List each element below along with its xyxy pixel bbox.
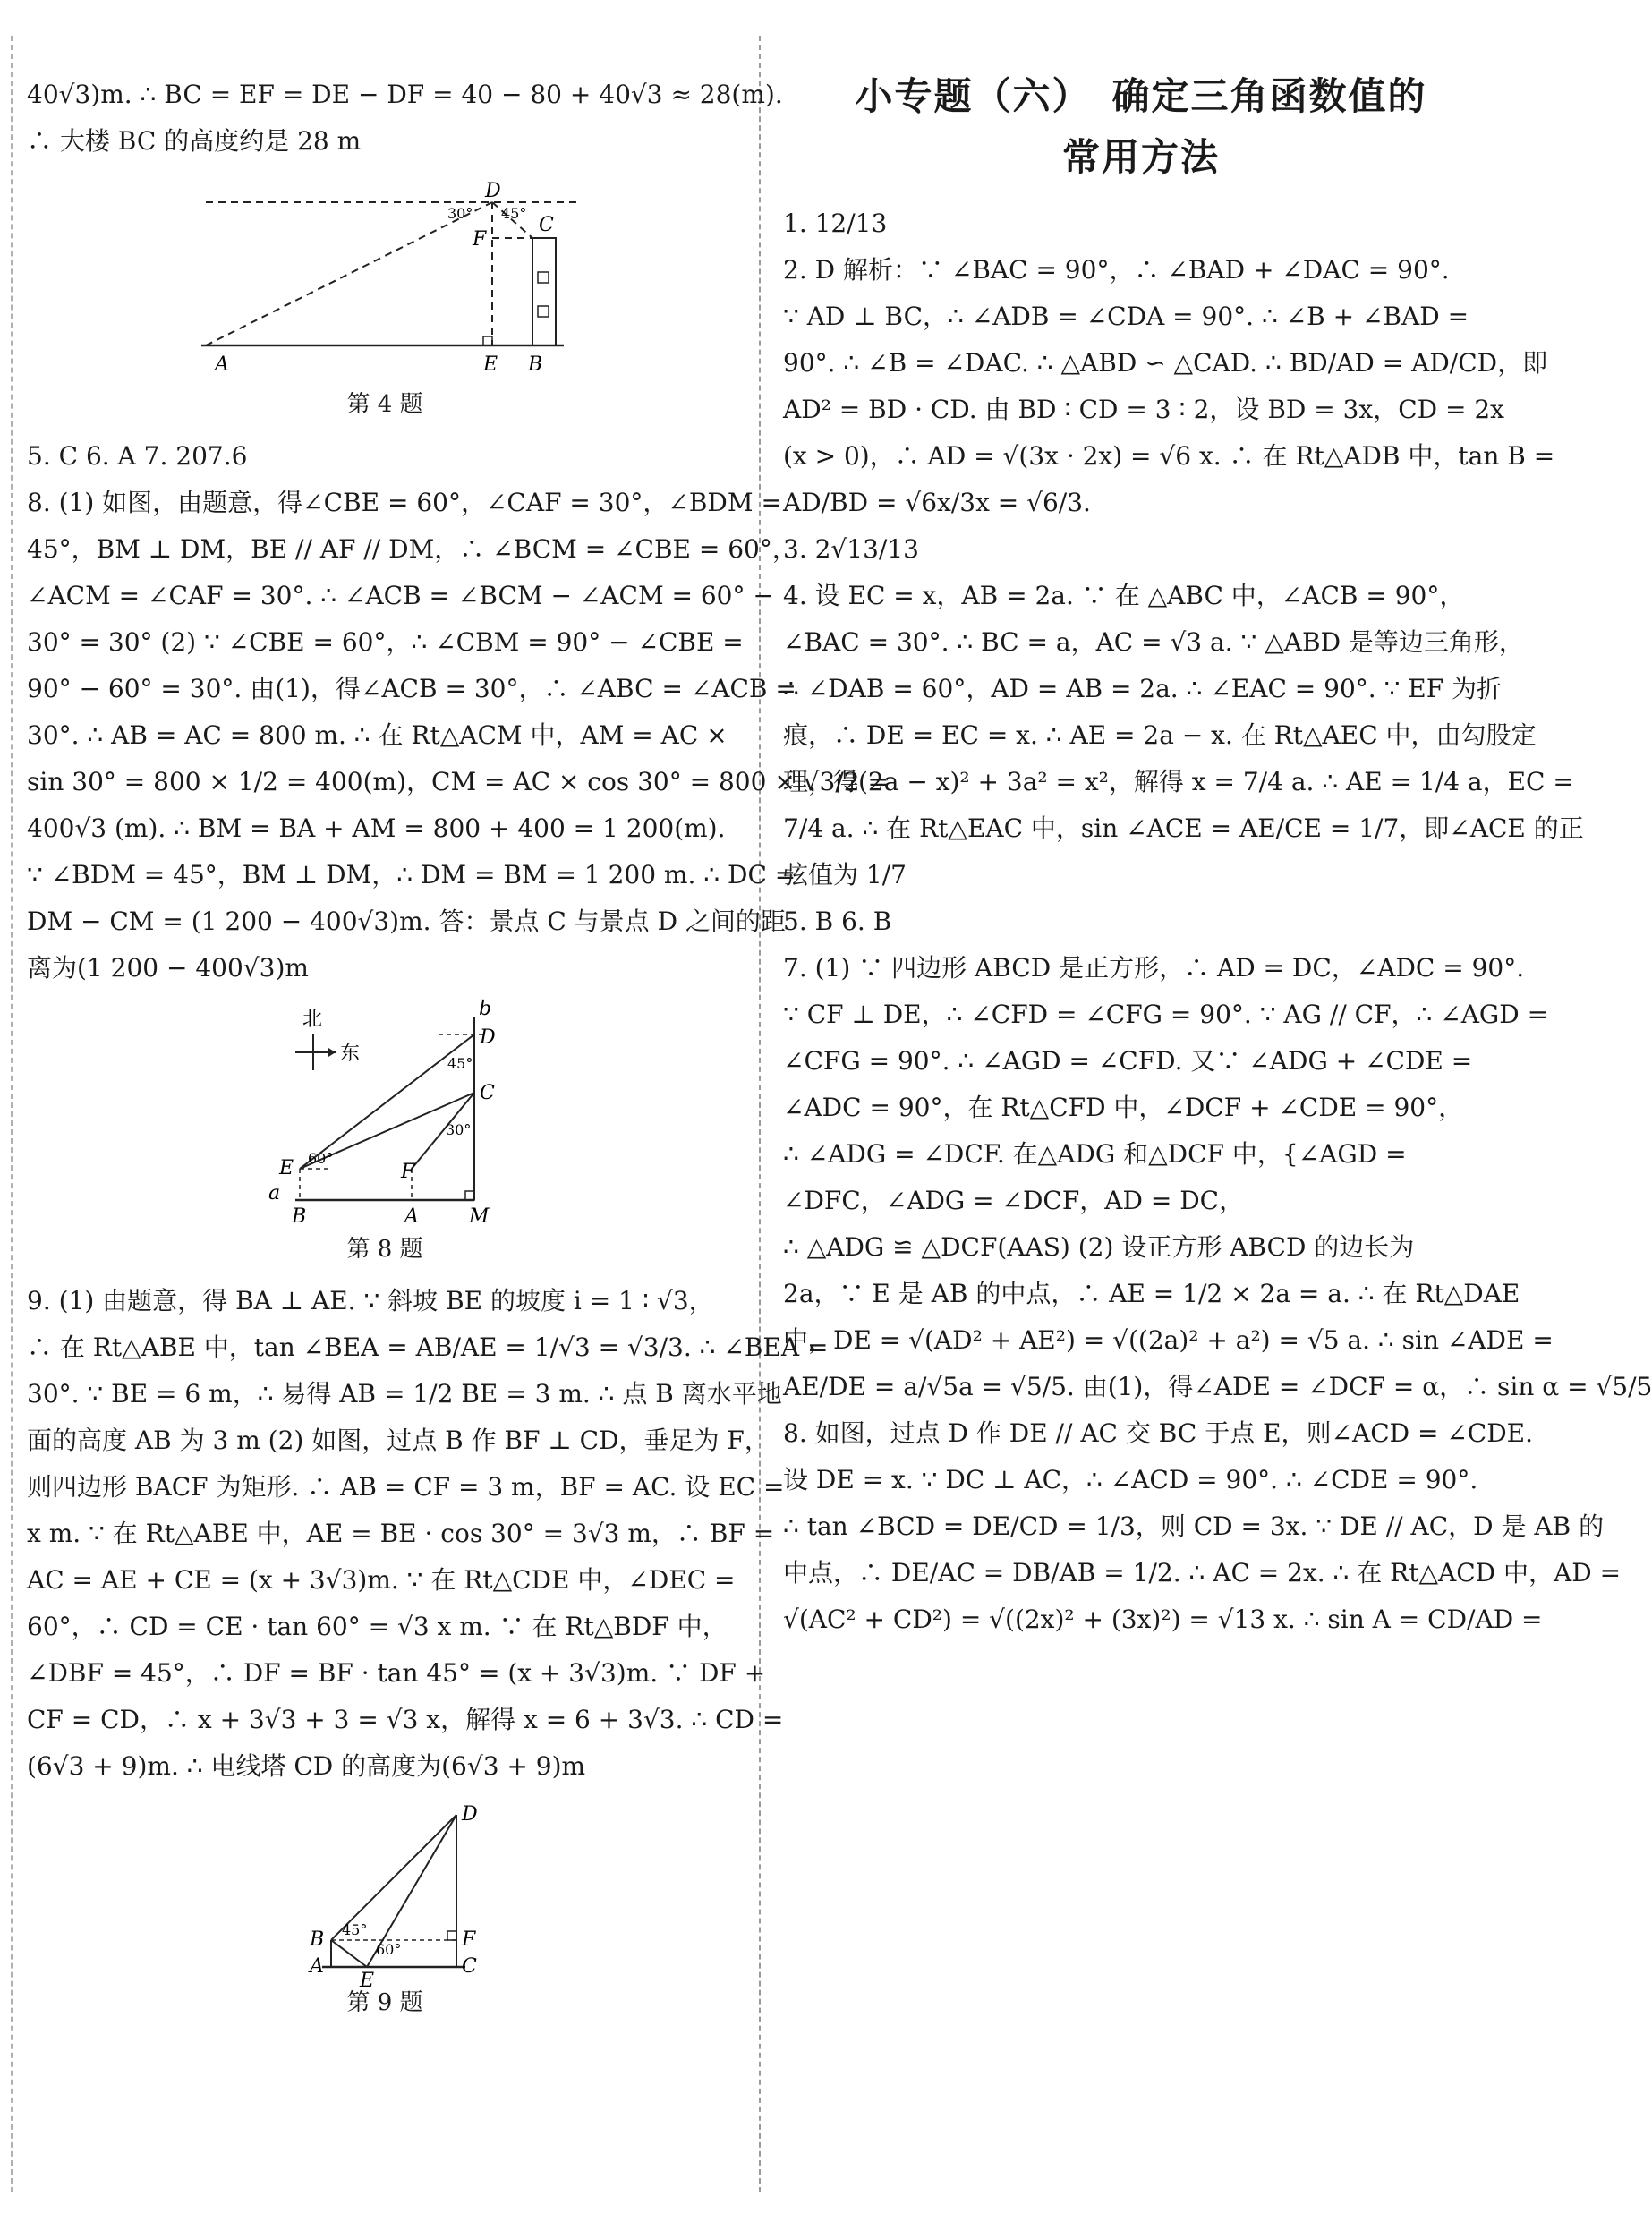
text-line: 30° = 30° (2) ∵ ∠CBE = 60°，∴ ∠CBM = 90° − ∠CBE = xyxy=(27,627,744,657)
text-line: 弦值为 1/7 xyxy=(783,860,907,890)
fig9-label: E xyxy=(360,1970,375,1992)
fig8-label: 北 xyxy=(302,1009,323,1031)
fig9-label: B xyxy=(310,1928,325,1951)
figure-caption: 第 9 题 xyxy=(346,1989,423,2016)
text-line: 5. C 6. A 7. 207.6 xyxy=(27,441,248,471)
text-line: ∠ACM = ∠CAF = 30°. ∴ ∠ACB = ∠BCM − ∠ACM = 60° − xyxy=(27,581,774,610)
right-column xyxy=(783,72,1652,1643)
text-line: ∴ ∠ADG = ∠DCF. 在△ADG 和△DCF 中，{∠AGD = ∠DFC，∠ADG = ∠DCF，AD = DC， xyxy=(783,1139,1407,1215)
fig9-label: D xyxy=(462,1803,478,1826)
text-line: 4. 设 EC = x，AB = 2a. ∵ 在 △ABC 中，∠ACB = 90°， xyxy=(783,581,1465,610)
text-line: 理，得(2a − x)² + 3a² = x²，解得 x = 7/4 a. ∴ AE = 1/4 a，EC = xyxy=(783,767,1574,796)
text-line: AD/BD = √6x/3x = √6/3. xyxy=(783,488,1091,517)
fig8-label: D xyxy=(480,1026,496,1049)
text-line: 2. D 解析：∵ ∠BAC = 90°，∴ ∠BAD + ∠DAC = 90°. xyxy=(783,255,1450,285)
text-line: 30°. ∵ BE = 6 m，∴ 易得 AB = 1/2 BE = 3 m. ∴ 点 B 离水平地 xyxy=(27,1379,782,1409)
fig8-label: 东 xyxy=(340,1043,361,1065)
text-line: 8. (1) 如图，由题意，得∠CBE = 60°，∠CAF = 30°，∠BDM = xyxy=(27,488,782,517)
fig4-label: 30° xyxy=(447,205,473,222)
text-line: 则四边形 BACF 为矩形. ∴ AB = CF = 3 m，BF = AC. 设 EC = xyxy=(27,1472,785,1502)
text-line: ∴ △ADG ≌ △DCF(AAS) (2) 设正方形 ABCD 的边长为 xyxy=(783,1232,1415,1262)
figure-4-diagram xyxy=(27,172,743,387)
text-line: 2a，∵ E 是 AB 的中点，∴ AE = 1/2 × 2a = a. ∴ 在 Rt△DAE xyxy=(783,1279,1520,1308)
section-title-line2: 常用方法 xyxy=(1061,135,1220,179)
text-line: 7/4 a. ∴ 在 Rt△EAC 中，sin ∠ACE = AE/CE = 1/7，即∠ACE 的正 xyxy=(783,813,1584,843)
figure-8-diagram xyxy=(27,999,743,1231)
fig4-label: D xyxy=(485,180,501,202)
fig9-label: 60° xyxy=(376,1941,402,1958)
text-line: 痕，∴ DE = EC = x. ∴ AE = 2a − x. 在 Rt△AEC 中，由勾股定 xyxy=(783,720,1537,750)
figure-9 xyxy=(27,1797,743,2021)
text-line: AD² = BD · CD. 由 BD ∶ CD = 3 ∶ 2，设 BD = 3x，CD = 2x xyxy=(783,395,1504,424)
text-line: AE/DE = a/√5a = √5/5. 由(1)，得∠ADE = ∠DCF = α，∴ sin α = √5/5 xyxy=(783,1372,1652,1401)
text-line: 3. 2√13/13 xyxy=(783,534,919,564)
text-line: 90°. ∴ ∠B = ∠DAC. ∴ △ABD ∽ △CAD. ∴ BD/AD = AD/CD，即 xyxy=(783,348,1548,378)
text-line: ∴ 在 Rt△ABE 中，tan ∠BEA = AB/AE = 1/√3 = √3/3. ∴ ∠BEA = xyxy=(27,1332,829,1362)
text-line: ∴ ∠DAB = 60°，AD = AB = 2a. ∴ ∠EAC = 90°. ∵ EF 为折 xyxy=(783,674,1503,703)
fig4-label: C xyxy=(539,214,554,236)
fig9-label: A xyxy=(310,1955,324,1978)
figure-8 xyxy=(27,999,743,1267)
fig4-label: B xyxy=(528,353,543,376)
fig9-label: C xyxy=(462,1955,477,1978)
fig8-label: M xyxy=(469,1205,490,1228)
text-line: (6√3 + 9)m. ∴ 电线塔 CD 的高度为(6√3 + 9)m xyxy=(27,1751,586,1781)
text-line: ∠ADC = 90°，在 Rt△CFD 中，∠DCF + ∠CDE = 90°， xyxy=(783,1093,1464,1122)
text-line: ∵ AD ⊥ BC，∴ ∠ADB = ∠CDA = 90°. ∴ ∠B + ∠BAD = xyxy=(783,302,1469,331)
text-line: 5. B 6. B xyxy=(783,907,892,936)
text-line: ∠DBF = 45°，∴ DF = BF · tan 45° = (x + 3√3)m. ∵ DF + xyxy=(27,1658,766,1688)
text-line: 60°，∴ CD = CE · tan 60° = √3 x m. ∵ 在 Rt△BDF 中， xyxy=(27,1612,728,1641)
text-line: 中点，∴ DE/AC = DB/AB = 1/2. ∴ AC = 2x. ∴ 在 Rt△ACD 中，AD = xyxy=(783,1558,1622,1588)
fig8-label: F xyxy=(401,1161,415,1183)
text-line: (x > 0)，∴ AD = √(3x · 2x) = √6 x. ∴ 在 Rt△ADB 中，tan B = xyxy=(783,441,1555,471)
text-line: ∠CFG = 90°. ∴ ∠AGD = ∠CFD. 又∵ ∠ADG + ∠CDE = xyxy=(783,1046,1473,1076)
fig9-label: F xyxy=(462,1928,476,1951)
text-line: AC = AE + CE = (x + 3√3)m. ∵ 在 Rt△CDE 中，∠DEC = xyxy=(27,1565,736,1595)
text-line: 1. 12/13 xyxy=(783,209,888,238)
fig8-label: E xyxy=(279,1157,294,1179)
figure-caption: 第 8 题 xyxy=(346,1236,423,1263)
fig9-label: 45° xyxy=(342,1921,368,1938)
fig4-label: F xyxy=(473,228,487,251)
fig8-label: B xyxy=(292,1205,307,1228)
text-line: 离为(1 200 − 400√3)m xyxy=(27,953,309,983)
text-line: x m. ∵ 在 Rt△ABE 中，AE = BE · cos 30° = 3√3 m，∴ BF = xyxy=(27,1519,775,1548)
text-line: 40√3)m. ∴ BC = EF = DE − DF = 40 − 80 + 40√3 ≈ 28(m). xyxy=(27,80,783,109)
text-line: √(AC² + CD²) = √((2x)² + (3x)²) = √13 x. ∴ sin A = CD/AD = xyxy=(783,1605,1543,1634)
fig4-label: A xyxy=(215,353,229,376)
text-line: 9. (1) 由题意，得 BA ⊥ AE. ∵ 斜坡 BE 的坡度 i = 1 ∶ √3， xyxy=(27,1286,714,1315)
text-line: 中，DE = √(AD² + AE²) = √((2a)² + a²) = √5 a. ∴ sin ∠ADE = xyxy=(783,1325,1554,1355)
column-divider xyxy=(759,36,761,2192)
text-line: 设 DE = x. ∵ DC ⊥ AC，∴ ∠ACD = 90°. ∴ ∠CDE = 90°. xyxy=(783,1465,1478,1494)
fig8-label: 45° xyxy=(447,1055,473,1072)
text-line: DM − CM = (1 200 − 400√3)m. 答：景点 C 与景点 D 之间的距 xyxy=(27,907,786,936)
fig8-label: 30° xyxy=(446,1121,472,1138)
text-line: 30°. ∴ AB = AC = 800 m. ∴ 在 Rt△ACM 中，AM = AC × xyxy=(27,720,728,750)
fig4-label: 45° xyxy=(501,205,527,222)
text-line: ∵ CF ⊥ DE，∴ ∠CFD = ∠CFG = 90°. ∵ AG // CF，∴ ∠AGD = xyxy=(783,1000,1549,1029)
text-line: ∴ tan ∠BCD = DE/CD = 1/3，则 CD = 3x. ∵ DE // AC，D 是 AB 的 xyxy=(783,1511,1605,1541)
text-line: CF = CD，∴ x + 3√3 + 3 = √3 x，解得 x = 6 + 3√3. ∴ CD = xyxy=(27,1705,784,1734)
figure-caption: 第 4 题 xyxy=(346,391,423,418)
text-line: ∠BAC = 30°. ∴ BC = a，AC = √3 a. ∵ △ABD 是等边三角形， xyxy=(783,627,1524,657)
text-line: 7. (1) ∵ 四边形 ABCD 是正方形，∴ AD = DC，∠ADC = 90°. xyxy=(783,953,1525,983)
fig4-label: E xyxy=(483,353,498,376)
fig8-label: C xyxy=(480,1082,495,1104)
fig8-label: b xyxy=(479,998,492,1020)
text-line: 8. 如图，过点 D 作 DE // AC 交 BC 于点 E，则∠ACD = ∠CDE. xyxy=(783,1418,1534,1448)
text-line: 90° − 60° = 30°. 由(1)，得∠ACB = 30°，∴ ∠ABC = ∠ACB = xyxy=(27,674,796,703)
text-line: 面的高度 AB 为 3 m (2) 如图，过点 B 作 BF ⊥ CD，垂足为 F， xyxy=(27,1426,770,1455)
text-line: sin 30° = 800 × 1/2 = 400(m)，CM = AC × cos 30° = 800 × √3/2 = xyxy=(27,767,889,796)
figure-9-diagram xyxy=(27,1797,743,1992)
fig8-label: A xyxy=(404,1205,419,1228)
text-line: 45°，BM ⊥ DM，BE // AF // DM，∴ ∠BCM = ∠CBE = 60°， xyxy=(27,534,797,564)
fig8-label: a xyxy=(268,1182,281,1205)
text-line: ∴ 大楼 BC 的高度约是 28 m xyxy=(27,126,362,156)
figure-4 xyxy=(27,172,743,422)
section-title: 小专题（六） 确定三角函数值的 xyxy=(855,74,1427,118)
text-line: ∵ ∠BDM = 45°，BM ⊥ DM，∴ DM = BM = 1 200 m. ∴ DC = xyxy=(27,860,796,890)
text-line: 400√3 (m). ∴ BM = BA + AM = 800 + 400 = 1 200(m). xyxy=(27,813,726,843)
left-margin-line xyxy=(11,36,13,2192)
fig8-label: 60° xyxy=(308,1150,334,1167)
